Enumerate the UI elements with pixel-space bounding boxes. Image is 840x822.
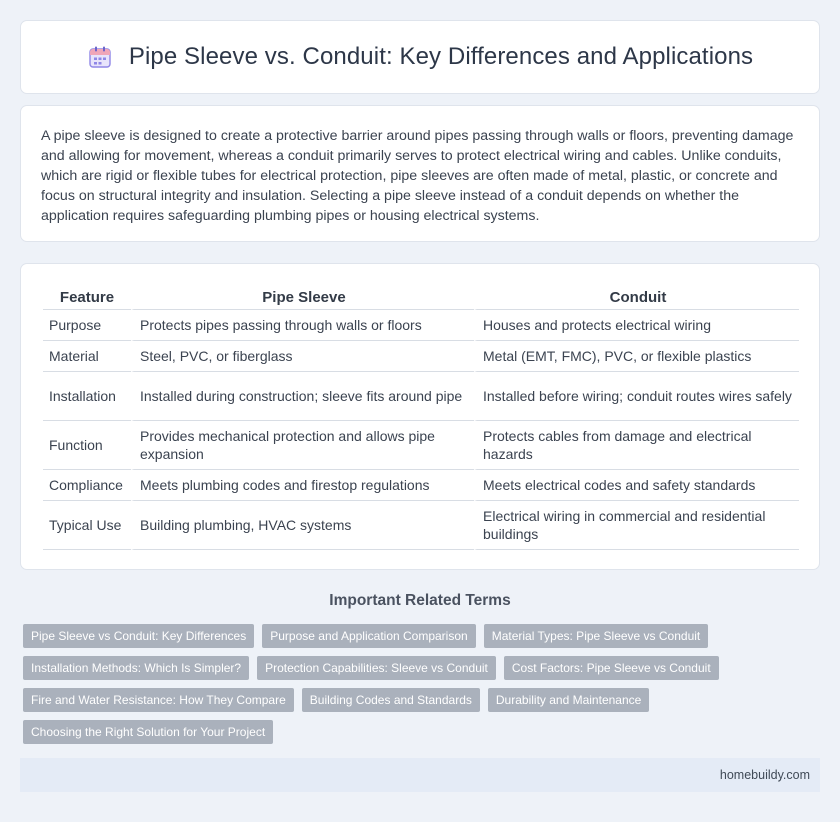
calendar-icon [87, 44, 113, 70]
related-term-tag[interactable]: Pipe Sleeve vs Conduit: Key Differences [23, 624, 254, 648]
table-header-row [43, 284, 799, 310]
conduit-cell: Meets electrical codes and safety standards [474, 470, 799, 501]
feature-cell: Compliance [43, 470, 131, 501]
tag-row [23, 720, 823, 744]
tag-row [23, 656, 823, 680]
conduit-cell: Metal (EMT, FMC), PVC, or flexible plastics [474, 341, 799, 372]
table-row [43, 501, 799, 550]
related-term-tag[interactable]: Material Types: Pipe Sleeve vs Conduit [484, 624, 709, 648]
related-terms-title: Important Related Terms [329, 592, 511, 609]
header-card [20, 20, 820, 94]
related-terms-list [23, 624, 823, 752]
footer [20, 758, 820, 792]
conduit-cell: Installed before wiring; conduit routes wires safely [474, 372, 799, 421]
pipe-sleeve-cell: Protects pipes passing through walls or floors [131, 310, 474, 341]
table-row [43, 341, 799, 372]
title-wrap [87, 43, 753, 71]
page-title: Pipe Sleeve vs. Conduit: Key Differences and Applications [128, 43, 754, 70]
comparison-table-card [20, 263, 820, 570]
related-term-tag[interactable]: Fire and Water Resistance: How They Compare [23, 688, 294, 712]
tag-row [23, 624, 823, 648]
related-term-tag[interactable]: Protection Capabilities: Sleeve vs Conduit [257, 656, 496, 680]
intro-card [20, 105, 820, 242]
feature-cell: Typical Use [43, 501, 131, 550]
header-pipe-sleeve: Pipe Sleeve [131, 284, 474, 310]
feature-cell: Material [43, 341, 131, 372]
related-term-tag[interactable]: Durability and Maintenance [488, 688, 649, 712]
pipe-sleeve-cell: Installed during construction; sleeve fits around pipe [131, 372, 474, 421]
tag-row [23, 688, 823, 712]
conduit-cell: Electrical wiring in commercial and residential buildings [474, 501, 799, 550]
related-term-tag[interactable]: Cost Factors: Pipe Sleeve vs Conduit [504, 656, 719, 680]
feature-cell: Purpose [43, 310, 131, 341]
pipe-sleeve-cell: Provides mechanical protection and allows pipe expansion [131, 421, 474, 470]
table-row [43, 310, 799, 341]
conduit-cell: Protects cables from damage and electrical hazards [474, 421, 799, 470]
intro-paragraph: A pipe sleeve is designed to create a protective barrier around pipes passing through walls or floors, preventing damage and allowing for movement, whereas a conduit primarily serves to protect electrical wiring and cables. Unlike conduits, which are rigid or flexible tubes for electrical protection, pipe sleeves are often made of metal, plastic, or concrete and focus on structural integrity and insulation. Selecting a pipe sleeve instead of a conduit depends on whether the application requires safeguarding plumbing pipes or housing electrical systems. [41, 128, 794, 224]
pipe-sleeve-cell: Meets plumbing codes and firestop regulations [131, 470, 474, 501]
comparison-table [43, 284, 799, 550]
conduit-cell: Houses and protects electrical wiring [474, 310, 799, 341]
feature-cell: Installation [43, 372, 131, 421]
pipe-sleeve-cell: Building plumbing, HVAC systems [131, 501, 474, 550]
related-term-tag[interactable]: Purpose and Application Comparison [262, 624, 475, 648]
header-conduit: Conduit [474, 284, 799, 310]
feature-cell: Function [43, 421, 131, 470]
table-row [43, 372, 799, 421]
table-row [43, 421, 799, 470]
related-term-tag[interactable]: Choosing the Right Solution for Your Project [23, 720, 273, 744]
header-feature: Feature [43, 284, 131, 310]
table-row [43, 470, 799, 501]
footer-site-link[interactable]: homebuildy.com [719, 768, 810, 782]
related-term-tag[interactable]: Building Codes and Standards [302, 688, 480, 712]
related-term-tag[interactable]: Installation Methods: Which Is Simpler? [23, 656, 249, 680]
pipe-sleeve-cell: Steel, PVC, or fiberglass [131, 341, 474, 372]
